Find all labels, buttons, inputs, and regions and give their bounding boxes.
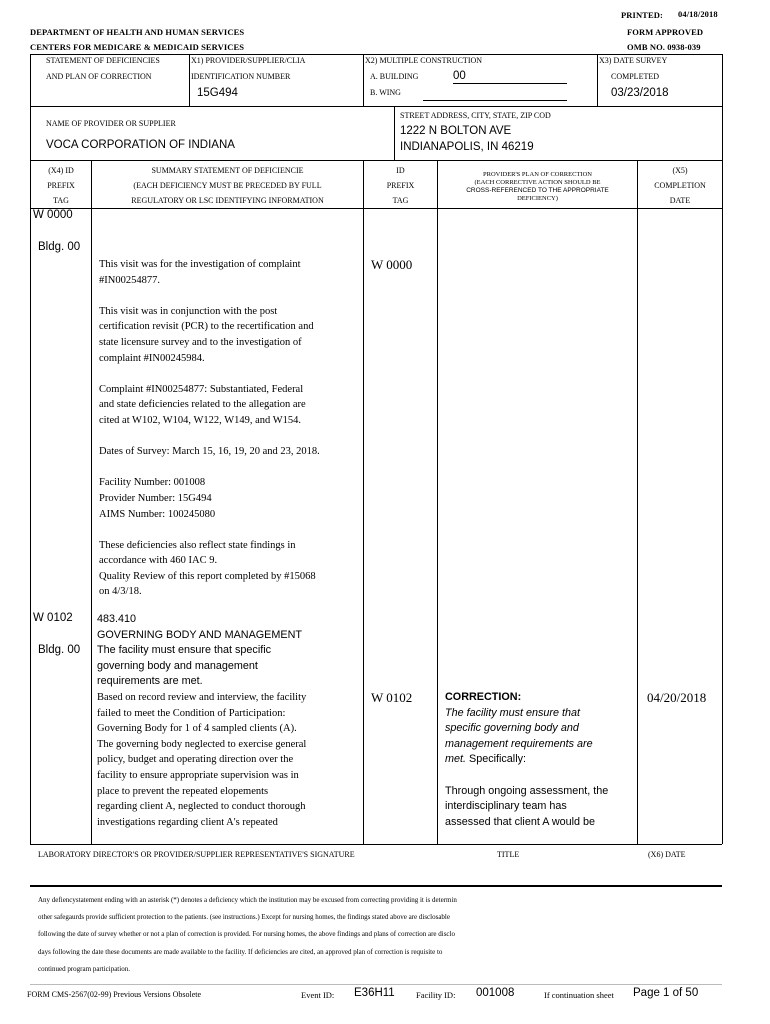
- address-line-1: 1222 N BOLTON AVE: [400, 125, 512, 137]
- form-approved: FORM APPROVED: [627, 27, 704, 37]
- x1-label-1: X1) PROVIDER/SUPPLIER/CLIA: [191, 56, 306, 65]
- summary-line: requirements are met.: [97, 675, 203, 688]
- facility-id-label: Facility ID:: [416, 990, 456, 1000]
- bldg-w0102: Bldg. 00: [38, 644, 81, 656]
- x2-building-label: A. BUILDING: [370, 72, 419, 81]
- summary-line: complaint #IN00245984.: [99, 352, 205, 364]
- disclaimer-line: days following the date these documents are made available to the facility. If deficiencies are cited, an approved plan of correction is requisite to: [38, 947, 443, 956]
- correction-line: Specifically:: [466, 753, 527, 766]
- id-header-1: ID: [396, 166, 405, 175]
- x6-date-label: (X6) DATE: [648, 850, 686, 859]
- regulation-title: GOVERNING BODY AND MANAGEMENT: [97, 628, 302, 641]
- summary-w0102: [97, 612, 361, 830]
- id-header-3: TAG: [392, 196, 409, 205]
- summary-w0000: [99, 257, 361, 600]
- summary-line: on 4/3/18.: [99, 586, 142, 598]
- plan-header-1: PROVIDER'S PLAN OF CORRECTION: [483, 171, 592, 178]
- disclaimer-line: other safegaurds provide sufficient protection to the patients. (see instructions.) Except for nursing homes, the findings stated above are disclosable: [38, 913, 450, 922]
- summary-line: regarding client A, neglected to conduct thorough: [97, 801, 306, 813]
- summary-line: state licensure survey and to the investigation of: [99, 336, 302, 348]
- address-label: STREET ADDRESS, CITY, STATE, ZIP COD: [400, 111, 551, 120]
- address-line-2: INDIANAPOLIS, IN 46219: [400, 141, 534, 153]
- x5-header-3: DATE: [669, 196, 691, 205]
- event-id-value: E36H11: [354, 987, 395, 999]
- x3-label-1: X3) DATE SURVEY: [599, 56, 668, 65]
- id-tag-w0102: W 0102: [371, 690, 413, 705]
- correction-line: Through ongoing assessment, the: [445, 784, 609, 797]
- continuation-label: If continuation sheet: [544, 990, 614, 1000]
- summary-line: failed to meet the Condition of Participation:: [97, 707, 286, 719]
- summary-line: These deficiencies also reflect state findings in: [99, 539, 296, 551]
- summary-line: The governing body neglected to exercise general: [97, 738, 307, 750]
- x4-header-2: PREFIX: [47, 181, 75, 190]
- summary-header-1: SUMMARY STATEMENT OF DEFICIENCIE: [151, 166, 304, 175]
- department-name: DEPARTMENT OF HEALTH AND HUMAN SERVICES: [30, 27, 245, 37]
- signature-label: LABORATORY DIRECTOR'S OR PROVIDER/SUPPLIER REPRESENTATIVE'S SIGNATURE: [38, 850, 355, 859]
- form-number: FORM CMS-2567(02-99) Previous Versions Obsolete: [27, 990, 202, 999]
- x1-label-2: IDENTIFICATION NUMBER: [191, 72, 291, 81]
- centers-name: CENTERS FOR MEDICARE & MEDICAID SERVICES: [30, 42, 245, 52]
- x4-header-3: TAG: [53, 196, 69, 205]
- disclaimer-line: Any defiencystatement ending with an asterisk (*) denotes a deficiency which the institution may be excused from correcting providing it is determin: [38, 896, 457, 904]
- correction-line: met.: [445, 753, 466, 766]
- provider-name-value: VOCA CORPORATION OF INDIANA: [46, 139, 235, 151]
- summary-line: investigations regarding client A's repeated: [97, 816, 278, 828]
- omb-number: OMB NO. 0938-039: [627, 42, 701, 52]
- provider-name-label: NAME OF PROVIDER OR SUPPLIER: [46, 119, 176, 128]
- summary-line: Complaint #IN00254877: Substantiated, Federal: [99, 383, 304, 395]
- summary-line: Governing Body for 1 of 4 sampled clients (A).: [97, 723, 297, 735]
- printed-date: 04/18/2018: [678, 9, 718, 19]
- x2-wing-label: B. WING: [370, 88, 401, 97]
- correction-line: interdisciplinary team has: [445, 800, 567, 813]
- correction-line: The facility must ensure that: [445, 706, 581, 719]
- printed-label: PRINTED:: [621, 10, 663, 20]
- summary-line: and state deficiencies related to the allegation are: [99, 399, 306, 411]
- summary-line: This visit was in conjunction with the post: [99, 305, 278, 317]
- x4-header-1: (X4) ID: [48, 166, 74, 175]
- summary-line: Provider Number: 15G494: [99, 492, 212, 504]
- summary-line: governing body and management: [97, 659, 258, 672]
- page-number: Page 1 of 50: [633, 987, 699, 999]
- summary-line: certification revisit (PCR) to the recertification and: [99, 321, 314, 333]
- disclaimer: [38, 892, 728, 978]
- correction-line: management requirements are: [445, 737, 593, 750]
- facility-id-value: 001008: [476, 987, 515, 999]
- summary-line: cited at W102, W104, W122, W149, and W154.: [99, 414, 301, 426]
- correction-line: assessed that client A would be: [445, 815, 596, 828]
- summary-line: Dates of Survey: March 15, 16, 19, 20 and 23, 2018.: [99, 446, 320, 458]
- summary-line: place to prevent the repeated elopements: [97, 785, 269, 797]
- x3-label-2: COMPLETED: [611, 72, 659, 81]
- bldg-w0000: Bldg. 00: [38, 241, 81, 253]
- plan-header-4: DEFICIENCY): [517, 195, 558, 202]
- plan-header-2: (EACH CORRECTIVE ACTION SHOULD BE: [474, 179, 601, 186]
- summary-line: The facility must ensure that specific: [97, 644, 272, 657]
- summary-line: accordance with 460 IAC 9.: [99, 555, 218, 567]
- survey-date-value: 03/23/2018: [611, 87, 669, 99]
- title-label: TITLE: [497, 850, 520, 859]
- id-tag-w0000: W 0000: [371, 257, 413, 272]
- summary-line: #IN00254877.: [99, 274, 160, 286]
- plan-of-correction: [445, 690, 635, 830]
- disclaimer-line: following the date of survey whether or not a plan of correction is provided. For nursing homes, the above findings and plans of correction are disclo: [38, 930, 455, 939]
- id-header-2: PREFIX: [386, 181, 415, 190]
- completion-date-w0102: 04/20/2018: [647, 690, 707, 705]
- plan-header-3: CROSS-REFERENCED TO THE APPROPRIATE: [466, 187, 609, 194]
- summary-line: This visit was for the investigation of complaint: [99, 259, 301, 270]
- summary-line: Based on record review and interview, the facility: [97, 691, 307, 703]
- tag-w0000: W 0000: [33, 209, 73, 221]
- tag-w0102: W 0102: [33, 612, 73, 624]
- correction-title: CORRECTION:: [445, 691, 522, 703]
- disclaimer-line: continued program participation.: [38, 964, 130, 973]
- summary-line: Facility Number: 001008: [99, 477, 206, 489]
- summary-header-2: (EACH DEFICIENCY MUST BE PRECEDED BY FULL: [133, 181, 322, 190]
- statement-label-1: STATEMENT OF DEFICIENCIES: [46, 56, 160, 65]
- x5-header-1: (X5): [672, 166, 688, 175]
- provider-id-value: 15G494: [197, 87, 238, 99]
- correction-line: specific governing body and: [445, 722, 579, 735]
- event-id-label: Event ID:: [301, 990, 335, 1000]
- x5-header-2: COMPLETION: [654, 181, 706, 190]
- summary-header-3: REGULATORY OR LSC IDENTIFYING INFORMATION: [131, 196, 324, 205]
- summary-line: Quality Review of this report completed by #15068: [99, 570, 316, 582]
- x2-building-value: 00: [453, 70, 466, 82]
- summary-line: policy, budget and operating direction over the: [97, 754, 294, 766]
- x2-title: X2) MULTIPLE CONSTRUCTION: [365, 56, 483, 65]
- summary-line: facility to ensure appropriate supervision was in: [97, 769, 299, 781]
- summary-line: AIMS Number: 100245080: [99, 508, 216, 520]
- statement-label-2: AND PLAN OF CORRECTION: [46, 72, 152, 81]
- regulation-number: 483.410: [97, 613, 137, 625]
